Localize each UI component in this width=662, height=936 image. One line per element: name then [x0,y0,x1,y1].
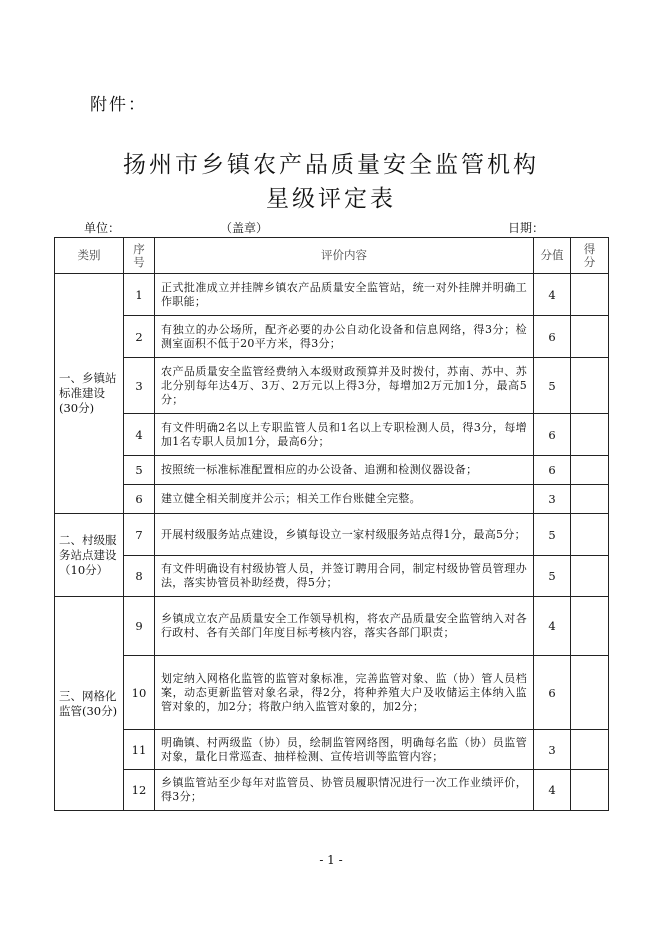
row-content: 明确镇、村两级监（协）员，绘制监管网络图，明确每名监（协）员监管对象，量化日常巡查、抽样检测、宣传培训等监管内容； [155,730,534,770]
row-number: 12 [124,770,155,811]
row-content: 乡镇成立农产品质量安全工作领导机构，将农产品质量安全监管纳入对各行政村、各有关部门年度目标考核内容，落实各部门职责； [155,597,534,656]
table-row [55,656,609,730]
attachment-label: 附件： [90,95,147,115]
row-obtained-score [571,456,609,485]
row-content: 有文件明确设有村级协管人员，并签订聘用合同，制定村级协管员管理办法，落实协管员补助经费，得5分； [155,556,534,597]
row-number: 11 [124,730,155,770]
header-category: 类别 [55,238,124,274]
row-score: 4 [534,770,571,811]
row-score: 5 [534,556,571,597]
row-number: 8 [124,556,155,597]
table-row [55,597,609,656]
date-label: 日期： [508,221,545,235]
row-obtained-score [571,597,609,656]
header-number: 序号 [124,238,155,274]
seal-label: （盖章） [220,221,269,235]
row-content: 有独立的办公场所，配齐必要的办公自动化设备和信息网络，得3分；检测室面积不低于20平方米，得3分； [155,316,534,358]
row-score: 3 [534,730,571,770]
row-score: 5 [534,514,571,556]
header-obtained: 得分 [571,238,609,274]
category-cell-1: 一、乡镇站标准建设(30分) [55,274,124,514]
document-title-line2: 星级评定表 [266,186,396,212]
row-score: 4 [534,274,571,316]
row-number: 4 [124,414,155,456]
table-row [55,770,609,811]
table-row [55,514,609,556]
row-obtained-score [571,274,609,316]
category-cell-3: 三、网格化监管(30分) [55,597,124,811]
unit-label: 单位： [84,221,121,235]
row-number: 10 [124,656,155,730]
row-score: 6 [534,316,571,358]
row-content: 按照统一标准标准配置相应的办公设备、追溯和检测仪器设备； [155,456,534,485]
row-score: 5 [534,358,571,414]
table-row [55,456,609,485]
row-obtained-score [571,414,609,456]
row-score: 4 [534,597,571,656]
row-content: 建立健全相关制度并公示；相关工作台账健全完整。 [155,485,534,514]
header-content: 评价内容 [155,238,534,274]
row-content: 有文件明确2名以上专职监管人员和1名以上专职检测人员，得3分，每增加1名专职人员加1分，最高6分； [155,414,534,456]
row-obtained-score [571,730,609,770]
document-title-line1: 扬州市乡镇农产品质量安全监管机构 [123,152,539,178]
row-number: 6 [124,485,155,514]
row-obtained-score [571,485,609,514]
table-row [55,414,609,456]
row-score: 6 [534,656,571,730]
row-number: 7 [124,514,155,556]
table-row [55,358,609,414]
header-score: 分值 [534,238,571,274]
row-number: 1 [124,274,155,316]
row-content: 划定纳入网格化监管的监管对象标准，完善监管对象、监（协）管人员档案，动态更新监管对象名录，得2分，将种养殖大户及收储运主体纳入监管对象的，加2分；将散户纳入监管对象的，加2分； [155,656,534,730]
row-content: 农产品质量安全监管经费纳入本级财政预算并及时拨付，苏南、苏中、苏北分别每年达4万、3万、2万元以上得3分，每增加2万元加1分，最高5分； [155,358,534,414]
table-row [55,316,609,358]
row-content: 开展村级服务站点建设，乡镇每设立一家村级服务站点得1分，最高5分； [155,514,534,556]
row-obtained-score [571,770,609,811]
row-score: 3 [534,485,571,514]
row-number: 3 [124,358,155,414]
page-number: - 1 - [319,853,343,867]
table-header-row [55,238,609,274]
row-obtained-score [571,316,609,358]
table-row [55,730,609,770]
evaluation-table [54,237,609,811]
row-obtained-score [571,358,609,414]
row-score: 6 [534,456,571,485]
table-row [55,556,609,597]
table-row [55,485,609,514]
table-row [55,274,609,316]
row-number: 2 [124,316,155,358]
row-number: 5 [124,456,155,485]
row-content: 乡镇监管站至少每年对监管员、协管员履职情况进行一次工作业绩评价，得3分； [155,770,534,811]
category-cell-2: 二、村级服务站点建设（10分） [55,514,124,597]
row-obtained-score [571,656,609,730]
row-number: 9 [124,597,155,656]
row-obtained-score [571,556,609,597]
row-score: 6 [534,414,571,456]
row-obtained-score [571,514,609,556]
row-content: 正式批准成立并挂牌乡镇农产品质量安全监管站，统一对外挂牌并明确工作职能； [155,274,534,316]
